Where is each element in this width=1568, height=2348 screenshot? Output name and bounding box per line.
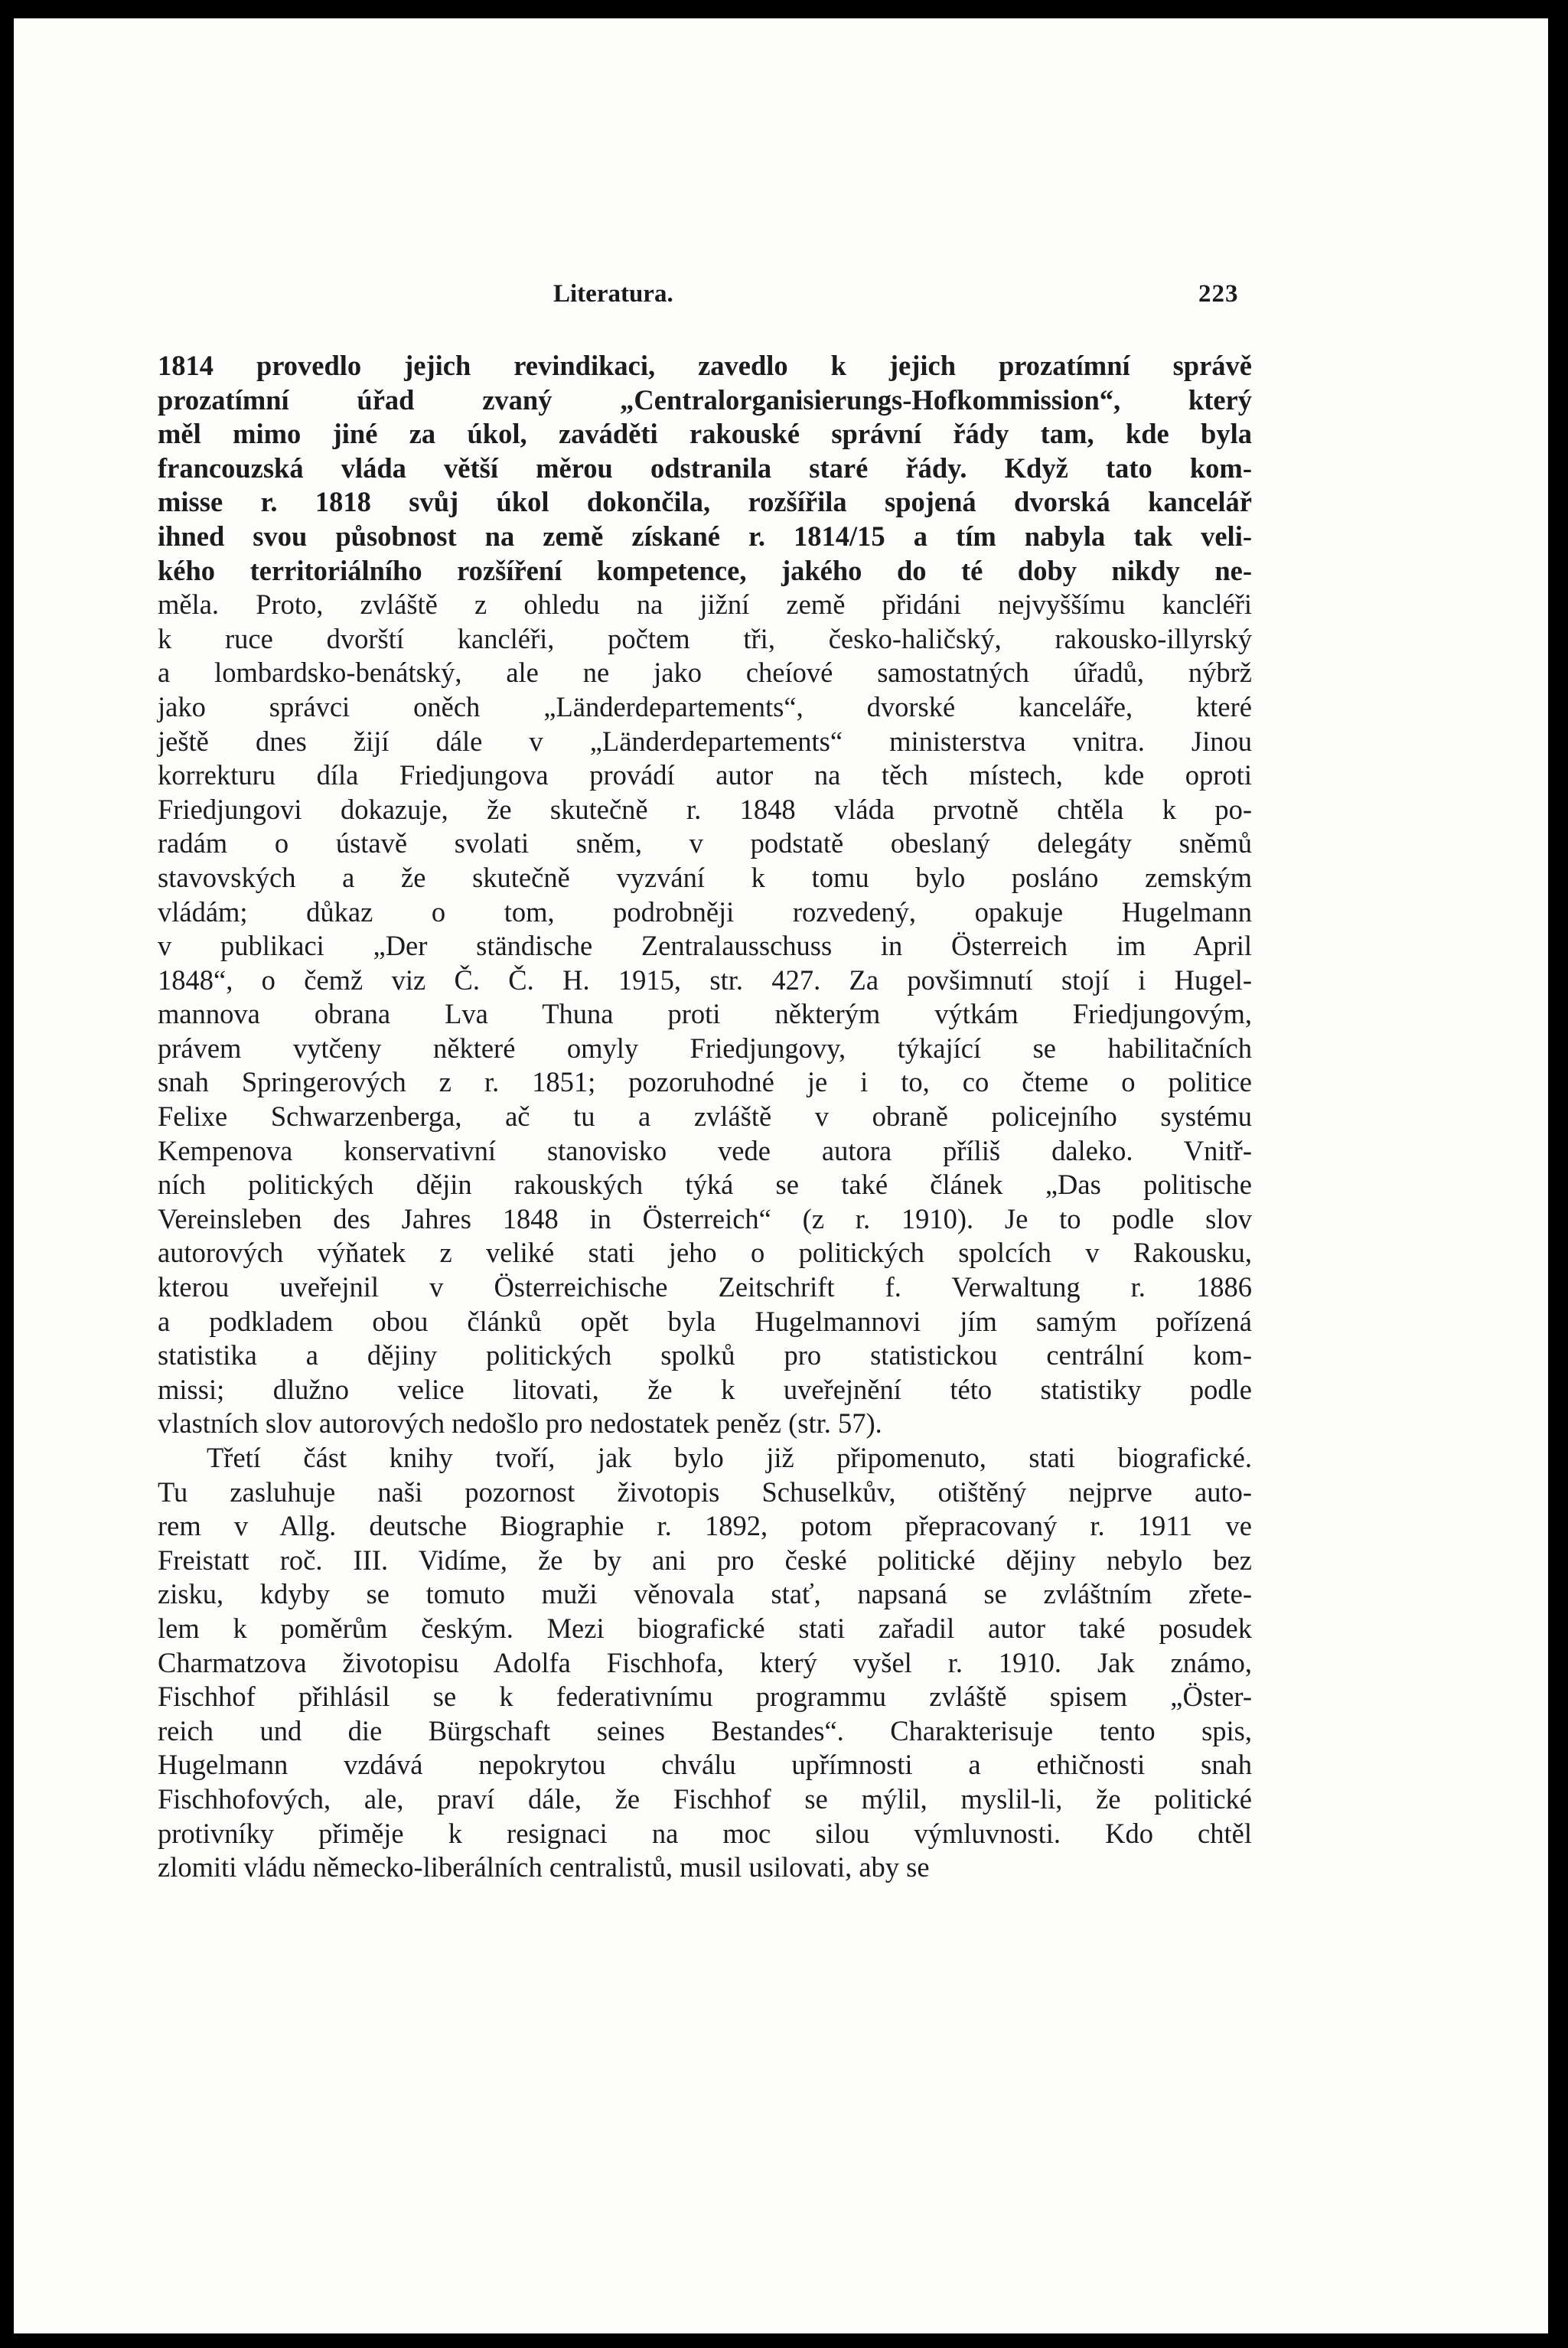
text-line: mannova obrana Lva Thuna proti některým výtkám Friedjungovým, bbox=[158, 998, 1252, 1030]
text-line: v publikaci „Der ständische Zentralausschuss in Österreich im April bbox=[158, 930, 1252, 962]
text-line: ihned svou působnost na země získané r. 1814/15 a tím nabyla tak veli- bbox=[158, 520, 1252, 552]
page-number: 223 bbox=[1198, 280, 1239, 308]
text-line: radám o ústavě svolati sněm, v podstatě obeslaný delegáty sněmů bbox=[158, 827, 1252, 859]
text-line: reich und die Bürgschaft seines Bestandes“. Charakterisuje tento spis, bbox=[158, 1714, 1252, 1746]
text-line: Hugelmann vzdává nepokrytou chválu upřímnosti a ethičnosti snah bbox=[158, 1749, 1252, 1781]
text-line: lem k poměrům českým. Mezi biografické stati zařadil autor také posudek bbox=[158, 1612, 1252, 1644]
text-line: Friedjungovi dokazuje, že skutečně r. 1848 vláda prvotně chtěla k po- bbox=[158, 793, 1252, 825]
text-line: Felixe Schwarzenberga, ač tu a zvláště v obraně policejního systému bbox=[158, 1101, 1252, 1133]
text-line: měl mimo jiné za úkol, zaváděti rakouské správní řády tam, kde byla bbox=[158, 418, 1252, 450]
text-line: zisku, kdyby se tomuto muži věnovala stať, napsaná se zvláštním zřete- bbox=[158, 1578, 1252, 1610]
text-line: Třetí část knihy tvoří, jak bylo již připomenuto, stati biografické. bbox=[207, 1442, 1252, 1473]
text-line: Vereinsleben des Jahres 1848 in Österreich“ (z r. 1910). Je to podle slov bbox=[158, 1202, 1252, 1234]
text-line: stavovských a že skutečně vyzvání k tomu bylo posláno zemským bbox=[158, 861, 1252, 893]
text-line: kterou uveřejnil v Österreichische Zeitschrift f. Verwaltung r. 1886 bbox=[158, 1271, 1252, 1303]
text-line: Fischhofových, ale, praví dále, že Fischhof se mýlil, myslil-li, že politické bbox=[158, 1782, 1252, 1815]
text-line: autorových výňatek z veliké stati jeho o politických spolcích v Rakousku, bbox=[158, 1237, 1252, 1269]
text-line: vládám; důkaz o tom, podrobněji rozvedený, opakuje Hugelmann bbox=[158, 895, 1252, 928]
text-line: misse r. 1818 svůj úkol dokončila, rozšířila spojená dvorská kancelář bbox=[158, 486, 1252, 518]
text-line: k ruce dvorští kancléři, počtem tři, česko-haličský, rakousko-illyrský bbox=[158, 622, 1252, 654]
text-line: Charmatzova životopisu Adolfa Fischhofa, který vyšel r. 1910. Jak známo, bbox=[158, 1646, 1252, 1678]
text-line: a podkladem obou článků opět byla Hugelmannovi jím samým pořízená bbox=[158, 1305, 1252, 1337]
text-line: Freistatt roč. III. Vidíme, že by ani pro české politické dějiny nebylo bez bbox=[158, 1544, 1252, 1576]
text-line: a lombardsko-benátský, ale ne jako cheíové samostatných úřadů, nýbrž bbox=[158, 657, 1252, 689]
text-line: missi; dlužno velice litovati, že k uveřejnění této statistiky podle bbox=[158, 1373, 1252, 1405]
text-line: ních politických dějin rakouských týká se také článek „Das politische bbox=[158, 1169, 1252, 1201]
page-header bbox=[14, 272, 1548, 318]
text-line: Kempenova konservativní stanovisko vede autora příliš daleko. Vnitř- bbox=[158, 1134, 1252, 1166]
body-text bbox=[158, 349, 1252, 1885]
text-line: prozatímní úřad zvaný „Centralorganisierungs-Hofkommission“, který bbox=[158, 383, 1252, 416]
text-line: Tu zasluhuje naši pozornost životopis Schuselkův, otištěný nejprve auto- bbox=[158, 1476, 1252, 1508]
text-line: právem vytčeny některé omyly Friedjungovy, týkající se habilitačních bbox=[158, 1032, 1252, 1064]
text-line: snah Springerových z r. 1851; pozoruhodné je i to, co čteme o politice bbox=[158, 1066, 1252, 1098]
text-line: statistika a dějiny politických spolků pro statistickou centrální kom- bbox=[158, 1339, 1252, 1371]
text-line: 1814 provedlo jejich revindikaci, zavedlo k jejich prozatímní správě bbox=[158, 350, 1252, 381]
text-line: protivníky přiměje k resignaci na moc silou výmluvnosti. Kdo chtěl bbox=[158, 1817, 1252, 1849]
text-line: Fischhof přihlásil se k federativnímu programmu zvláště spisem „Öster- bbox=[158, 1681, 1252, 1713]
text-line: ještě dnes žijí dále v „Länderdepartements“ ministerstva vnitra. Jinou bbox=[158, 725, 1252, 757]
book-page bbox=[14, 18, 1548, 2333]
text-line: 1848“, o čemž viz Č. Č. H. 1915, str. 427. Za povšimnutí stojí i Hugel- bbox=[158, 964, 1252, 996]
text-line: francouzská vláda větší měrou odstranila staré řády. Když tato kom- bbox=[158, 452, 1252, 484]
text-line: zlomiti vládu německo-liberálních centralistů, musil usilovati, aby se bbox=[158, 1851, 930, 1883]
text-line: korrekturu díla Friedjungova provádí autor na těch místech, kde oproti bbox=[158, 759, 1252, 791]
paragraph bbox=[158, 1441, 1252, 1885]
text-line: vlastních slov autorových nedošlo pro nedostatek peněz (str. 57). bbox=[158, 1407, 882, 1440]
paragraph bbox=[158, 349, 1252, 1441]
text-line: jako správci oněch „Länderdepartements“, dvorské kanceláře, které bbox=[158, 690, 1252, 722]
text-line: měla. Proto, zvláště z ohledu na jižní země přidáni nejvyššímu kancléři bbox=[158, 589, 1252, 621]
text-line: kého territoriálního rozšíření kompetence, jakého do té doby nikdy ne- bbox=[158, 554, 1252, 586]
running-title: Literatura. bbox=[553, 280, 673, 308]
text-line: rem v Allg. deutsche Biographie r. 1892, potom přepracovaný r. 1911 ve bbox=[158, 1510, 1252, 1542]
